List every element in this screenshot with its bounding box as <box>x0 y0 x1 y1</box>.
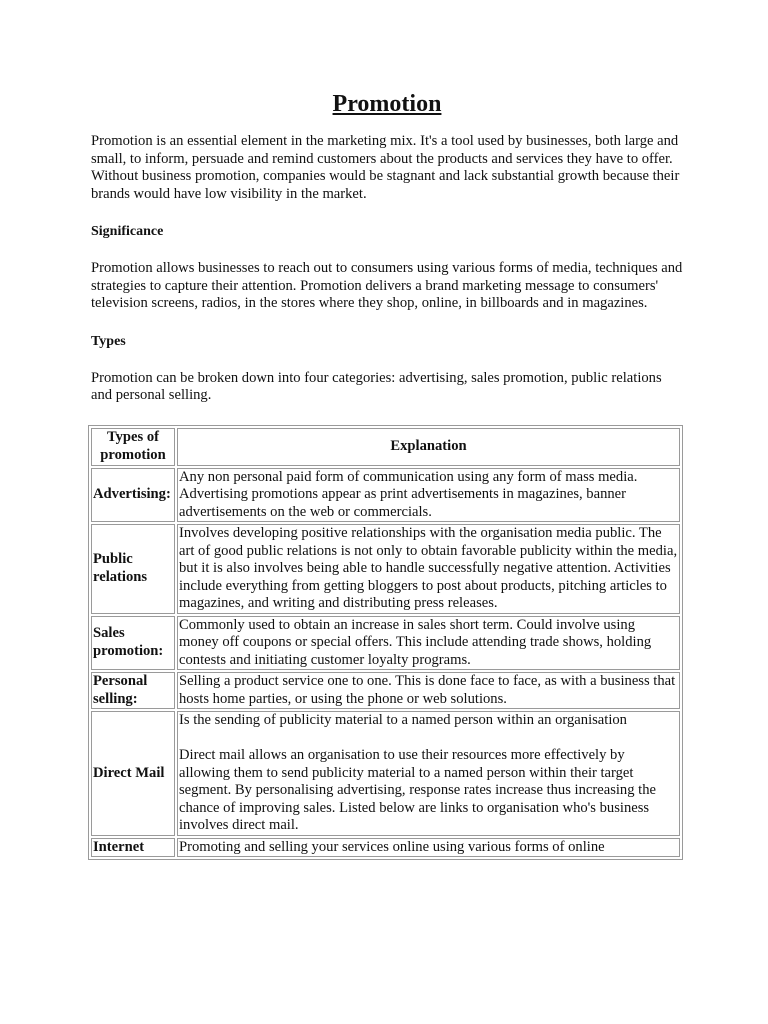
row-type-advertising: Advertising: <box>91 468 175 523</box>
significance-heading: Significance <box>91 224 164 239</box>
row-explanation-advertising: Any non personal paid form of communication using any form of mass media. Advertising promotions appear as print advertisements in magazines, banner advertisements on the web or commercials. <box>177 468 680 523</box>
row-type-internet: Internet <box>91 838 175 858</box>
promotion-types-table <box>88 425 683 861</box>
types-paragraph: Promotion can be broken down into four categories: advertising, sales promotion, public relations and personal selling. <box>91 369 662 403</box>
document-page <box>91 88 683 860</box>
row-type-public-relations: Public relations <box>91 524 175 614</box>
direct-mail-line-2: Direct mail allows an organisation to use their resources more effectively by allowing them to send publicity material to a named person within their target segment. By personalising advertising, response rates increase thus increasing the chance of improving sales. Listed below are links to organisation who's business involves direct mail. <box>179 747 657 833</box>
paragraph-gap <box>179 730 678 748</box>
page-title: Promotion <box>332 91 442 117</box>
table-row <box>91 838 680 858</box>
table-row <box>91 672 680 709</box>
table-row <box>91 711 680 836</box>
types-heading: Types <box>91 333 126 349</box>
intro-paragraph: Promotion is an essential element in the marketing mix. It's a tool used by businesses, both large and small, to inform, persuade and remind customers about the products and services they have to offer. Without business promotion, companies would be stagnant and lack substantial growth because their brands would have low visibility in the market. <box>91 133 680 202</box>
significance-paragraph: Promotion allows businesses to reach out to consumers using various forms of media, techniques and strategies to capture their attention. Promotion delivers a brand marketing message to consumers' television screens, radios, in the stores where they shop, online, in billboards and in magazines. <box>91 260 683 311</box>
table-row <box>91 616 680 671</box>
row-explanation-direct-mail <box>177 711 680 836</box>
direct-mail-line-1: Is the sending of publicity material to a named person within an organisation <box>179 712 627 728</box>
row-type-personal-selling: Personal selling: <box>91 672 175 709</box>
column-header-type: Types of promotion <box>91 428 175 466</box>
row-type-sales-promotion: Sales promotion: <box>91 616 175 671</box>
row-explanation-sales-promotion: Commonly used to obtain an increase in sales short term. Could involve using money off coupons or special offers. This include attending trade shows, holding contests and initiating customer loyalty programs. <box>177 616 680 671</box>
row-explanation-personal-selling: Selling a product service one to one. This is done face to face, as with a business that hosts home parties, or using the phone or web solutions. <box>177 672 680 709</box>
column-header-explanation: Explanation <box>177 428 680 466</box>
table-header-row <box>91 428 680 466</box>
row-type-direct-mail: Direct Mail <box>91 711 175 836</box>
row-explanation-internet: Promoting and selling your services online using various forms of online <box>177 838 680 858</box>
row-explanation-public-relations: Involves developing positive relationships with the organisation media public. The art of good public relations is not only to obtain favorable publicity within the media, but it is also involves being able to handle successfully negative attention. Activities include everything from getting bloggers to post about products, pitching articles to magazines, and writing and distributing press releases. <box>177 524 680 614</box>
table-row <box>91 468 680 523</box>
table-row <box>91 524 680 614</box>
